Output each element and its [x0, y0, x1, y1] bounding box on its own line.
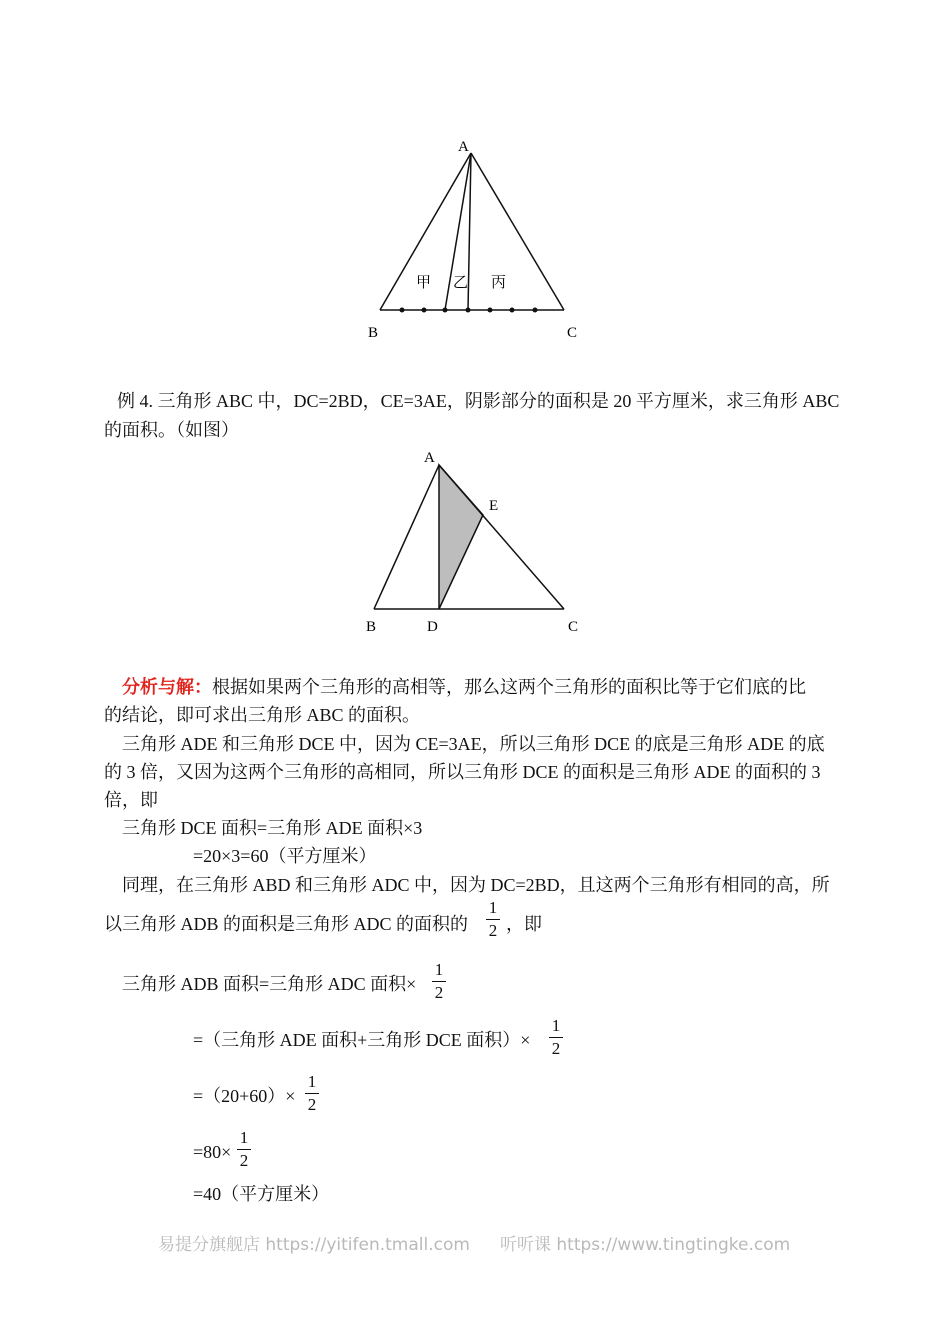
- para-3-text: 以三角形 ADB 的面积是三角形 ADC 的面积的: [104, 914, 469, 934]
- figure-1-triangle: [360, 130, 600, 345]
- cevian-2: [468, 153, 471, 310]
- footer-left-link[interactable]: 易提分旗舰店 https://yitifen.tmall.com: [158, 1235, 470, 1255]
- fraction-one-half: 1 2: [486, 898, 500, 941]
- label-e: E: [489, 498, 499, 514]
- fraction-one-half: 1 2: [549, 1016, 563, 1059]
- label-a: A: [458, 139, 469, 155]
- label-c: C: [567, 325, 578, 341]
- label-b: B: [366, 619, 377, 635]
- example-line-2: 的面积。（如图）: [104, 420, 239, 440]
- equation-5: =（20+60）×: [193, 1086, 296, 1106]
- label-jia: 甲: [416, 275, 432, 291]
- equation-7: =40（平方厘米）: [193, 1184, 330, 1204]
- analysis-para-2-line-3: 倍，即: [104, 790, 158, 810]
- analysis-para-2-line-1: 三角形 ADE 和三角形 DCE 中，因为 CE=3AE，所以三角形 DCE 的底是三角形 ADE 的底: [122, 734, 825, 754]
- label-a: A: [424, 450, 435, 466]
- analysis-text: 根据如果两个三角形的高相等，那么这两个三角形的面积比等于它们底的比: [212, 677, 806, 697]
- footer-right-link[interactable]: 听听课 https://www.tingtingke.com: [500, 1235, 791, 1255]
- fraction-one-half: 1 2: [237, 1128, 251, 1171]
- analysis-para-2-line-2: 的 3 倍，又因为这两个三角形的高相同，所以三角形 DCE 的面积是三角形 ADE 的面积的 3: [104, 762, 821, 782]
- equation-2: =20×3=60（平方厘米）: [193, 846, 377, 866]
- analysis-heading: 分析与解：: [122, 677, 212, 697]
- label-yi: 乙: [453, 275, 469, 291]
- label-bing: 丙: [491, 275, 507, 291]
- side-ab: [374, 465, 439, 609]
- equation-3: 三角形 ADB 面积=三角形 ADC 面积×: [122, 974, 417, 994]
- para-3-tail: ，即: [506, 914, 542, 934]
- label-c: C: [568, 619, 579, 635]
- fraction-one-half: 1 2: [305, 1072, 319, 1115]
- label-d: D: [427, 619, 438, 635]
- equation-6: =80×: [193, 1142, 232, 1162]
- side-ac: [471, 153, 564, 310]
- label-b: B: [368, 325, 379, 341]
- analysis-para-1-line-1: [122, 673, 806, 701]
- shaded-triangle-ade: [439, 465, 483, 609]
- example-line-1: 例 4. 三角形 ABC 中，DC=2BD，CE=3AE，阴影部分的面积是 20 平方厘米，求三角形 ABC: [117, 391, 840, 411]
- equation-1: 三角形 DCE 面积=三角形 ADE 面积×3: [122, 818, 423, 838]
- analysis-para-3-line-1: 同理，在三角形 ABD 和三角形 ADC 中，因为 DC=2BD，且这两个三角形有相同的高，所: [122, 875, 830, 895]
- analysis-para-3-line-2: [104, 910, 468, 938]
- fraction-one-half: 1 2: [432, 960, 446, 1003]
- analysis-para-1-line-2: 的结论，即可求出三角形 ABC 的面积。: [104, 705, 421, 725]
- figure-2-triangle: [360, 440, 600, 640]
- equation-4: =（三角形 ADE 面积+三角形 DCE 面积）×: [193, 1030, 531, 1050]
